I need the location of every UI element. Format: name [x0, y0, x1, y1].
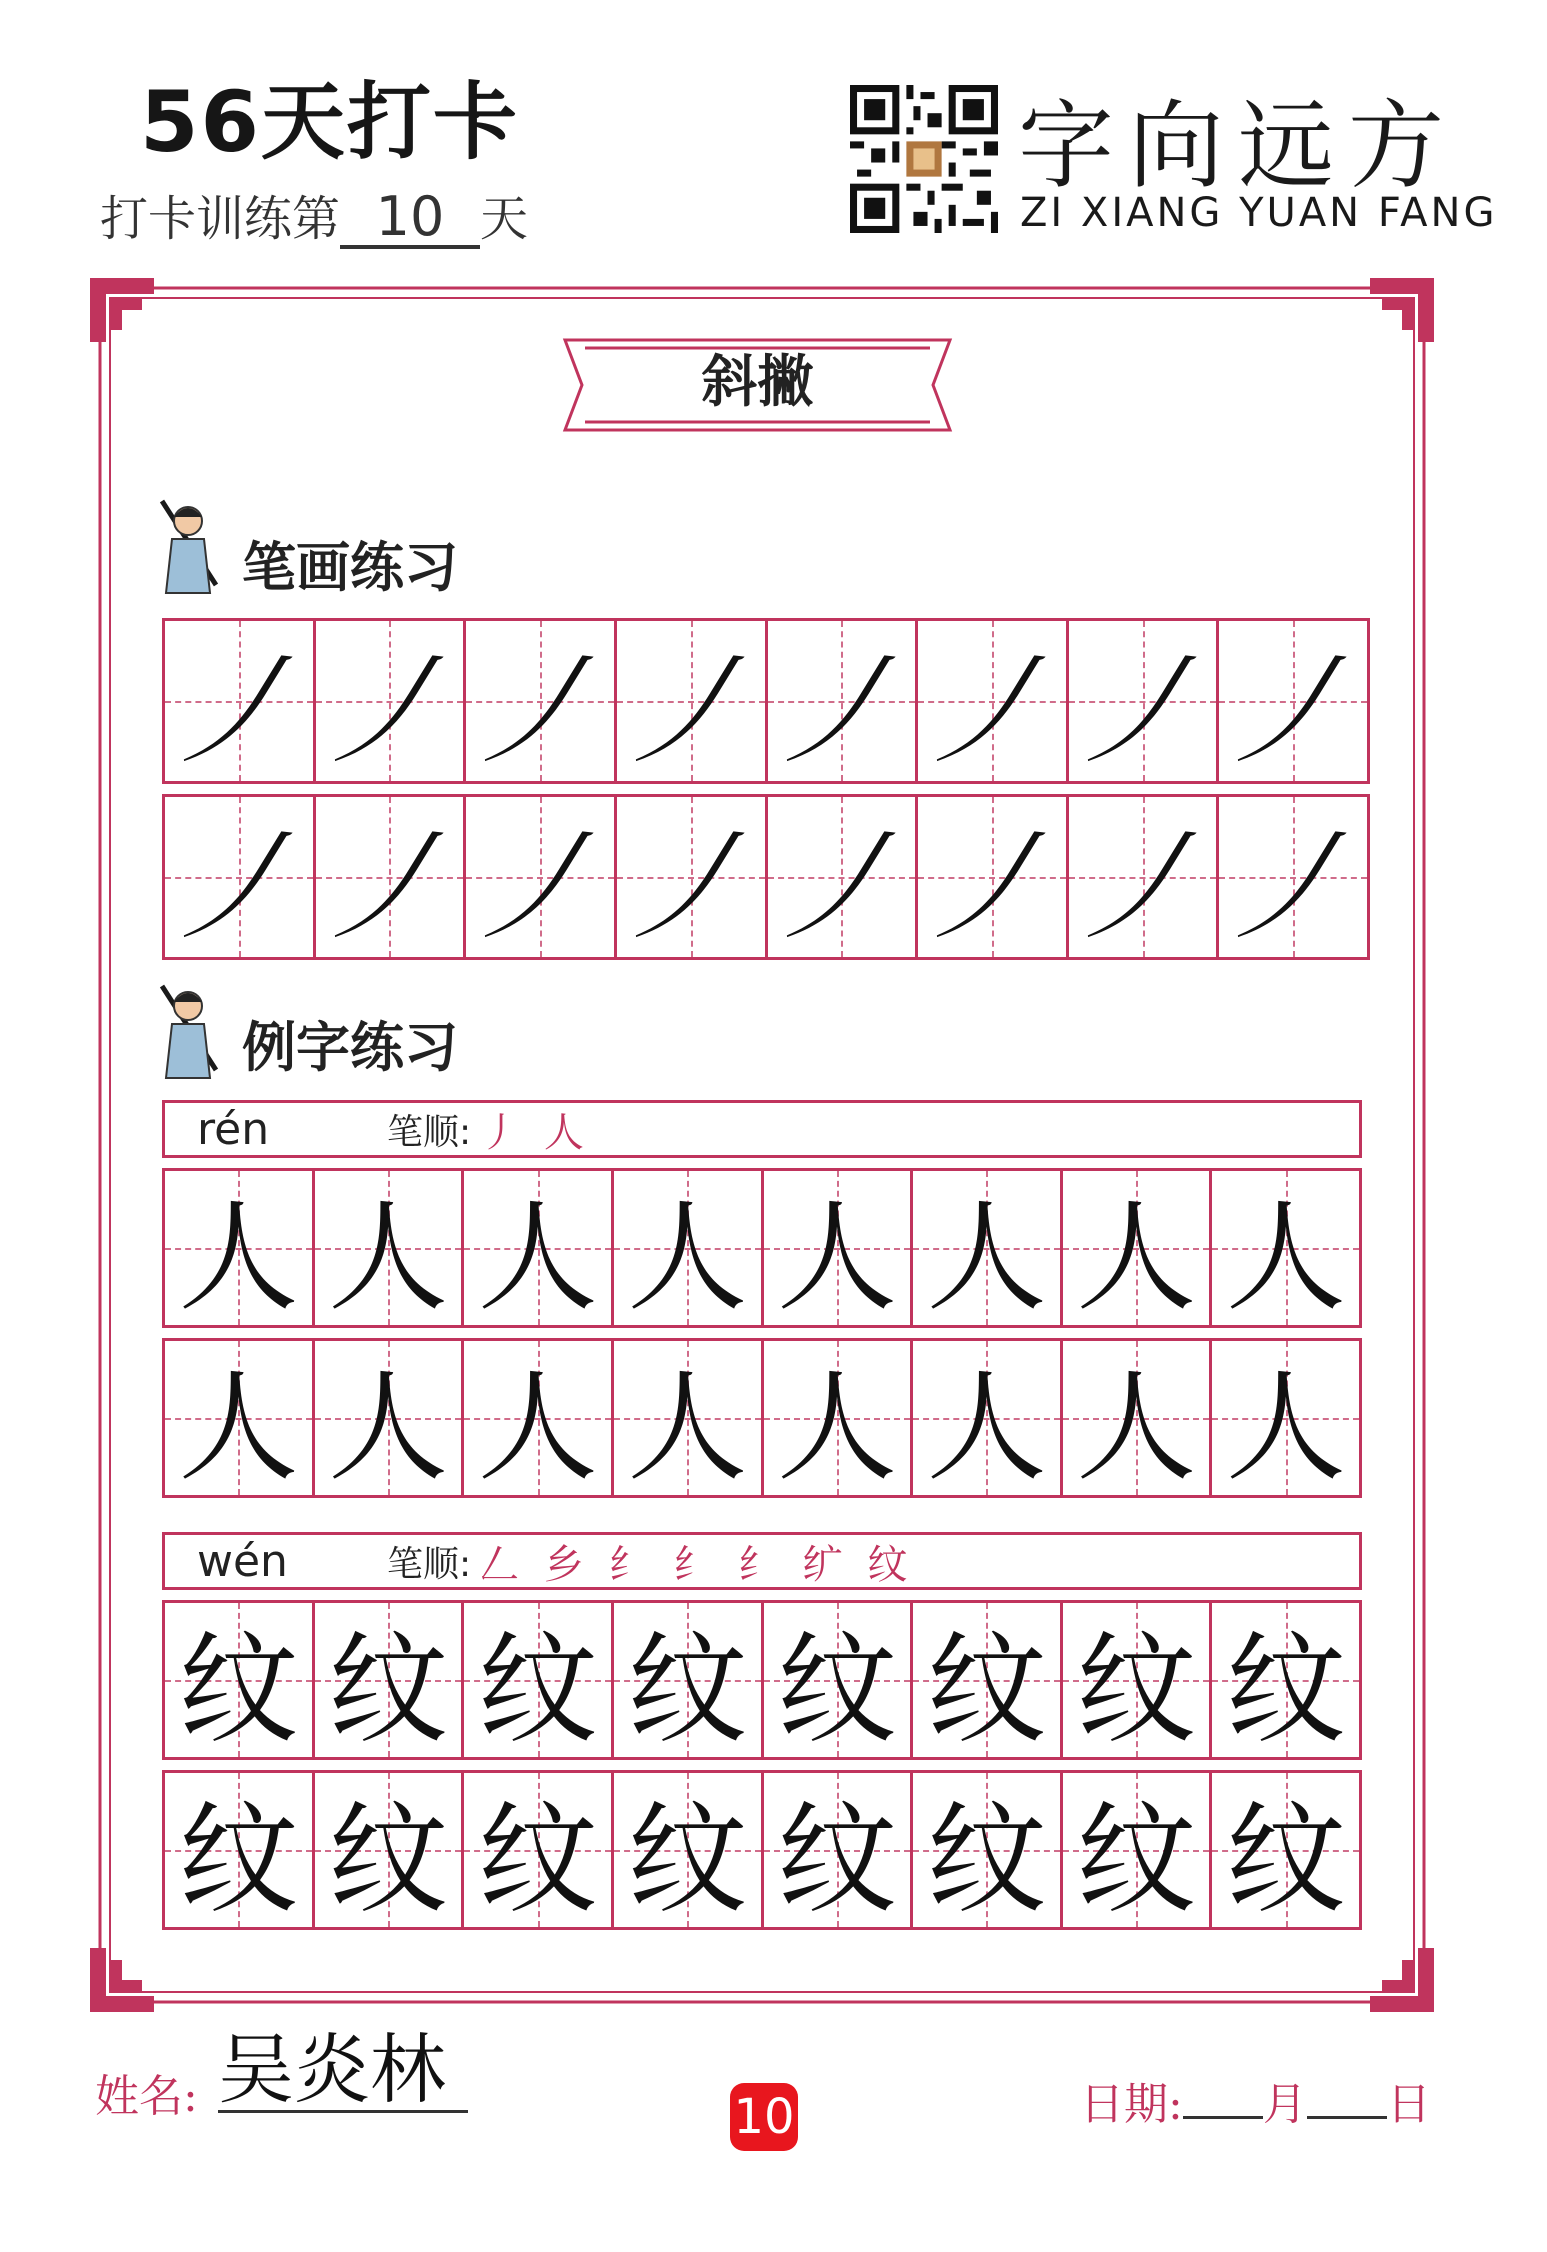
- char-glyph: 纹: [926, 1621, 1047, 1760]
- char-glyph: 人: [327, 1189, 448, 1328]
- practice-cell[interactable]: [904, 797, 1073, 957]
- char-glyph: 纹: [926, 1791, 1047, 1930]
- student-writing-icon: [158, 980, 228, 1080]
- character-block-wen: [162, 1532, 1362, 1930]
- practice-cell[interactable]: [1212, 1341, 1359, 1498]
- month-label: 月: [1262, 2079, 1307, 2130]
- practice-cell[interactable]: [1205, 621, 1374, 781]
- stroke-order-label: 笔顺:: [387, 1111, 472, 1153]
- practice-cell[interactable]: [614, 1773, 764, 1930]
- pinyin: rén: [197, 1103, 270, 1155]
- stroke-glyph: 丿: [1205, 818, 1374, 956]
- char-glyph: 纹: [1076, 1791, 1197, 1930]
- practice-cell[interactable]: [614, 1341, 764, 1498]
- stroke-glyph: 丿: [753, 642, 922, 780]
- date-line: [1080, 2068, 1431, 2132]
- char-glyph: 纹: [178, 1621, 299, 1760]
- practice-cell[interactable]: [315, 1603, 465, 1760]
- char-glyph: 人: [327, 1359, 448, 1498]
- char-glyph: 人: [627, 1359, 748, 1498]
- practice-cell[interactable]: [315, 1773, 465, 1930]
- char-glyph: 纹: [627, 1621, 748, 1760]
- page-number-badge: 10: [730, 2083, 798, 2151]
- practice-cell[interactable]: [301, 621, 470, 781]
- char-glyph: 人: [1225, 1359, 1346, 1498]
- brand-logo-pinyin: ZI XIANG YUAN FANG: [1020, 190, 1498, 236]
- char-glyph: 纹: [178, 1791, 299, 1930]
- practice-cell[interactable]: [165, 1341, 315, 1498]
- pinyin: wén: [197, 1535, 288, 1587]
- char-row-1: [162, 1168, 1362, 1328]
- practice-cell[interactable]: [452, 797, 621, 957]
- char-glyph: 纹: [627, 1791, 748, 1930]
- char-glyph: 人: [178, 1359, 299, 1498]
- section-title-stroke-practice: 笔画练习: [242, 536, 458, 599]
- char-glyph: 人: [926, 1359, 1047, 1498]
- stroke-row-1: [151, 618, 1374, 784]
- char-glyph: 纹: [1076, 1621, 1197, 1760]
- stroke-glyph: 丿: [753, 818, 922, 956]
- practice-cell[interactable]: [151, 797, 320, 957]
- stroke-order-label: 笔顺:: [387, 1543, 472, 1585]
- char-row-2: [162, 1338, 1362, 1498]
- char-glyph: 纹: [1225, 1621, 1346, 1760]
- character-block-ren: [162, 1100, 1362, 1498]
- practice-cell[interactable]: [315, 1341, 465, 1498]
- stroke-practice-grid: [151, 618, 1374, 960]
- training-day-line: [100, 180, 528, 249]
- stroke-glyph: 丿: [1054, 818, 1224, 956]
- section-title-example-practice: 例字练习: [242, 1016, 458, 1079]
- day-label: 日: [1386, 2079, 1431, 2130]
- char-glyph: 纹: [1225, 1791, 1346, 1930]
- stroke-glyph: 丿: [1205, 642, 1374, 780]
- practice-cell[interactable]: [165, 1603, 315, 1760]
- practice-cell[interactable]: [764, 1341, 914, 1498]
- practice-cell[interactable]: [913, 1341, 1063, 1498]
- day-prefix: 打卡训练第: [100, 191, 341, 247]
- practice-cell[interactable]: [913, 1773, 1063, 1930]
- stroke-glyph: 丿: [301, 642, 470, 780]
- practice-cell[interactable]: [301, 797, 470, 957]
- qr-code-icon: [850, 85, 998, 233]
- char-glyph: 人: [776, 1359, 897, 1498]
- character-info-row: [162, 1100, 1362, 1158]
- practice-cell[interactable]: [464, 1171, 614, 1328]
- practice-cell[interactable]: [165, 1171, 315, 1328]
- practice-cell[interactable]: [913, 1603, 1063, 1760]
- brand-logo-chinese: 字向远方: [1018, 90, 1458, 202]
- practice-cell[interactable]: [464, 1603, 614, 1760]
- day-field[interactable]: [1307, 2080, 1387, 2119]
- char-glyph: 纹: [477, 1621, 598, 1760]
- stroke-glyph: 丿: [904, 818, 1073, 956]
- stroke-name: 斜撇: [701, 350, 814, 415]
- practice-cell[interactable]: [1063, 1773, 1213, 1930]
- practice-cell[interactable]: [913, 1171, 1063, 1328]
- practice-cell[interactable]: [464, 1341, 614, 1498]
- char-glyph: 人: [477, 1359, 598, 1498]
- practice-cell[interactable]: [1063, 1603, 1213, 1760]
- stroke-glyph: 丿: [602, 818, 772, 956]
- stroke-glyph: 丿: [301, 818, 470, 956]
- day-suffix: 天: [480, 191, 529, 247]
- char-glyph: 人: [627, 1189, 748, 1328]
- stroke-glyph: 丿: [904, 642, 1073, 780]
- stroke-glyph: 丿: [151, 642, 320, 780]
- stroke-order: 𠃋 乡 纟 纟 纟 纩 纹: [479, 1541, 914, 1588]
- practice-cell[interactable]: [1212, 1171, 1359, 1328]
- student-writing-icon: [158, 495, 228, 595]
- practice-cell[interactable]: [1063, 1341, 1213, 1498]
- stroke-glyph: 丿: [452, 642, 621, 780]
- practice-cell[interactable]: [151, 621, 320, 781]
- practice-cell[interactable]: [452, 621, 621, 781]
- char-row-1: [162, 1600, 1362, 1760]
- practice-cell[interactable]: [315, 1171, 465, 1328]
- practice-cell[interactable]: [602, 797, 772, 957]
- stroke-glyph: 丿: [151, 818, 320, 956]
- practice-cell[interactable]: [904, 621, 1073, 781]
- name-field[interactable]: 吴炎林: [218, 2030, 468, 2113]
- date-label: 日期:: [1080, 2079, 1183, 2130]
- practice-cell[interactable]: [1205, 797, 1374, 957]
- practice-cell[interactable]: [602, 621, 772, 781]
- practice-cell[interactable]: [1212, 1603, 1359, 1760]
- practice-cell[interactable]: [764, 1773, 914, 1930]
- char-glyph: 纹: [477, 1791, 598, 1930]
- char-glyph: 人: [477, 1189, 598, 1328]
- char-glyph: 纹: [776, 1791, 897, 1930]
- stroke-glyph: 丿: [602, 642, 772, 780]
- char-glyph: 人: [776, 1189, 897, 1328]
- practice-cell[interactable]: [1054, 797, 1224, 957]
- char-glyph: 人: [926, 1189, 1047, 1328]
- char-row-2: [162, 1770, 1362, 1930]
- practice-cell[interactable]: [764, 1603, 914, 1760]
- char-glyph: 纹: [776, 1621, 897, 1760]
- practice-cell[interactable]: [753, 797, 922, 957]
- practice-cell[interactable]: [764, 1171, 914, 1328]
- practice-cell[interactable]: [1212, 1773, 1359, 1930]
- character-info-row: [162, 1532, 1362, 1590]
- practice-cell[interactable]: [1063, 1171, 1213, 1328]
- month-field[interactable]: [1183, 2080, 1263, 2119]
- practice-cell[interactable]: [464, 1773, 614, 1930]
- page-title: 56天打卡: [140, 73, 519, 171]
- name-label: 姓名:: [95, 2071, 198, 2122]
- char-glyph: 人: [178, 1189, 299, 1328]
- stroke-row-2: [151, 794, 1374, 960]
- stroke-order: 丿 人: [479, 1109, 590, 1156]
- char-glyph: 纹: [327, 1791, 448, 1930]
- practice-cell[interactable]: [753, 621, 922, 781]
- day-number[interactable]: 10: [340, 189, 480, 249]
- practice-cell[interactable]: [1054, 621, 1224, 781]
- stroke-glyph: 丿: [452, 818, 621, 956]
- char-glyph: 纹: [327, 1621, 448, 1760]
- practice-cell[interactable]: [165, 1773, 315, 1930]
- practice-cell[interactable]: [614, 1171, 764, 1328]
- char-glyph: 人: [1225, 1189, 1346, 1328]
- practice-cell[interactable]: [614, 1603, 764, 1760]
- char-glyph: 人: [1076, 1189, 1197, 1328]
- char-glyph: 人: [1076, 1359, 1197, 1498]
- stroke-glyph: 丿: [1054, 642, 1224, 780]
